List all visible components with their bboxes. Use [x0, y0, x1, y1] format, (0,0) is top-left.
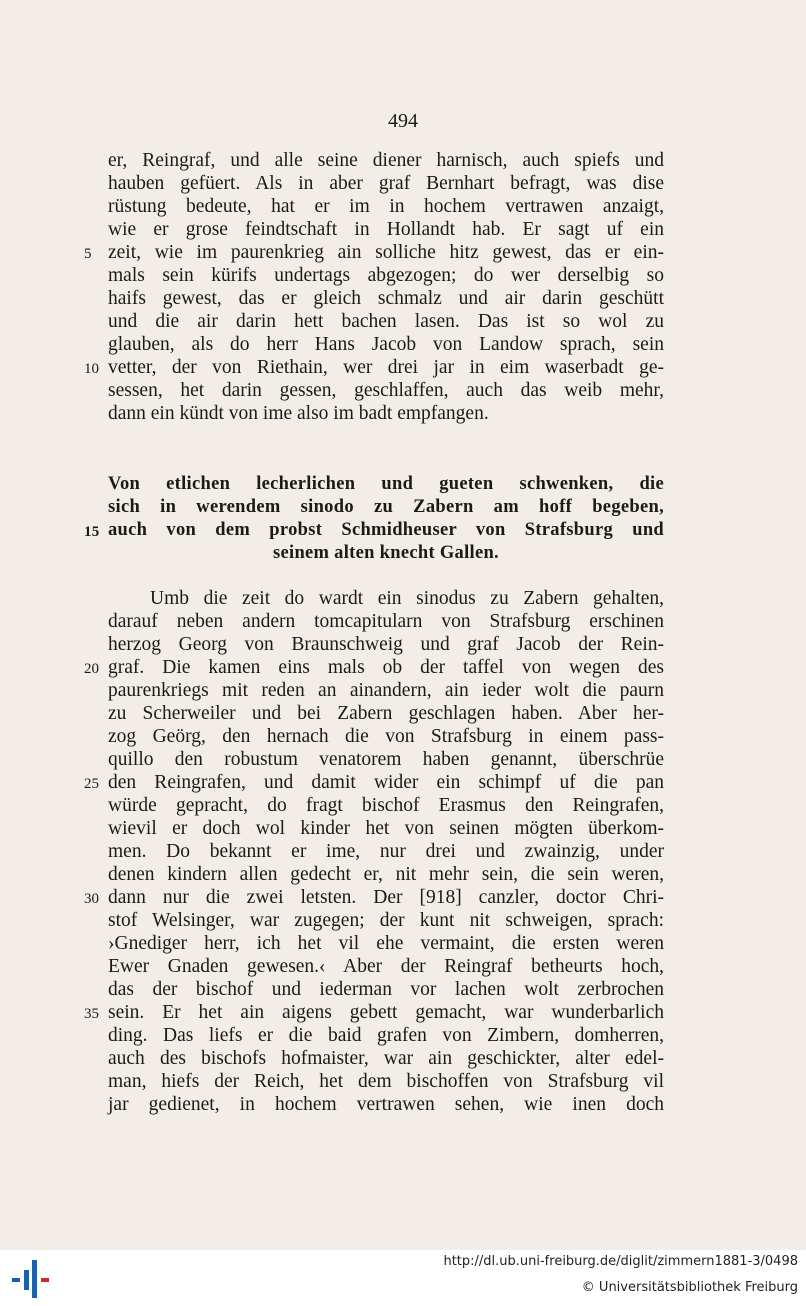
- library-logo-icon: [10, 1258, 54, 1298]
- line-text: sich in werendem sinodo zu Zabern am hoff begeben,: [108, 497, 664, 517]
- text-line: [108, 840, 664, 863]
- text-line: [108, 379, 664, 402]
- line-text: Von etlichen lecherlichen und gueten schwenken, die: [108, 474, 664, 494]
- line-number: 20: [84, 661, 99, 677]
- text-line: [108, 748, 664, 771]
- text-line: [84, 241, 664, 264]
- text-line: [84, 356, 664, 379]
- line-text: auch von dem probst Schmidheuser von Strafsburg und: [108, 520, 664, 540]
- line-text: zog Geörg, den hernach die von Strafsburg in einem pass-: [108, 726, 664, 747]
- text-line: [108, 195, 664, 218]
- copyright-notice: © Universitätsbibliothek Freiburg: [581, 1280, 798, 1295]
- line-number: 5: [84, 246, 92, 262]
- text-line: [108, 863, 664, 886]
- line-text: man, hiefs der Reich, het dem bischoffen von Strafsburg vil: [108, 1071, 664, 1092]
- text-line: [108, 1047, 664, 1070]
- text-line: [108, 909, 664, 932]
- line-text: das der bischof und iederman vor lachen wolt zerbrochen: [108, 979, 664, 1000]
- line-text: vetter, der von Riethain, wer drei jar in eim waserbadt ge-: [108, 357, 664, 378]
- line-number: 35: [84, 1006, 99, 1022]
- line-text: rüstung bedeute, hat er im in hochem vertrawen anzaigt,: [108, 196, 664, 217]
- line-text: sessen, het darin gessen, geschlaffen, auch das weib mehr,: [108, 380, 664, 401]
- text-line: [108, 794, 664, 817]
- text-line: [108, 264, 664, 287]
- text-line: [108, 679, 664, 702]
- text-line: [84, 771, 664, 794]
- line-text: denen kindern allen gedecht er, nit mehr sein, die sein weren,: [108, 864, 664, 885]
- text-line: [108, 287, 664, 310]
- line-text: jar gedienet, in hochem vertrawen sehen, wie inen doch: [108, 1094, 664, 1115]
- text-line: [84, 1001, 664, 1024]
- line-text: mals sein kürifs undertags abgezogen; do wer derselbig so: [108, 265, 664, 286]
- line-text: quillo den robustum venatorem haben genannt, überschrüe: [108, 749, 664, 770]
- text-line: [108, 587, 664, 610]
- text-line: [108, 333, 664, 356]
- line-number: 10: [84, 361, 99, 377]
- line-text: seinem alten knecht Gallen.: [273, 543, 499, 563]
- line-text: herzog Georg von Braunschweig und graf Jacob der Rein-: [108, 634, 664, 655]
- text-line: [84, 519, 664, 542]
- line-text: ›Gnediger herr, ich het vil ehe vermaint, die ersten weren: [108, 933, 664, 954]
- line-number: 15: [84, 524, 100, 540]
- line-text: und die air darin hett bachen lasen. Das ist so wol zu: [108, 311, 664, 332]
- line-text: dann nur die zwei letsten. Der [918] canzler, doctor Chri-: [108, 887, 664, 908]
- line-text: ding. Das liefs er die baid grafen von Zimbern, domherren,: [108, 1025, 664, 1046]
- text-line: [108, 172, 664, 195]
- text-line: [108, 725, 664, 748]
- line-text: hauben gefüert. Als in aber graf Bernhart befragt, was dise: [108, 173, 664, 194]
- source-url-link[interactable]: http://dl.ub.uni-freiburg.de/diglit/zimmern1881-3/0498: [443, 1254, 798, 1269]
- text-line: [108, 932, 664, 955]
- page-number: 494: [388, 110, 418, 132]
- text-line: [108, 402, 664, 425]
- text-line: [108, 633, 664, 656]
- line-text: Umb die zeit do wardt ein sinodus zu Zabern gehalten,: [150, 588, 664, 609]
- text-line: [108, 542, 664, 565]
- paragraph-1: [84, 149, 664, 425]
- line-text: paurenkriegs mit reden an ainandern, ain ieder wolt die paurn: [108, 680, 664, 701]
- text-line: [84, 886, 664, 909]
- text-line: [108, 702, 664, 725]
- line-text: auch des bischofs hofmaister, war ain geschickter, alter edel-: [108, 1048, 664, 1069]
- text-line: [108, 473, 664, 496]
- text-line: [84, 656, 664, 679]
- footer-bar: [0, 1250, 806, 1306]
- line-number: 25: [84, 776, 99, 792]
- line-text: stof Welsinger, war zugegen; der kunt nit schweigen, sprach:: [108, 910, 664, 931]
- line-text: zeit, wie im paurenkrieg ain solliche hitz gewest, das er ein-: [108, 242, 664, 263]
- text-line: [108, 218, 664, 241]
- line-text: dann ein kündt von ime also im badt empfangen.: [108, 403, 489, 424]
- line-text: zu Scherweiler und bei Zabern geschlagen haben. Aber her-: [108, 703, 664, 724]
- line-text: glauben, als do herr Hans Jacob von Landow sprach, sein: [108, 334, 664, 355]
- line-text: graf. Die kamen eins mals ob der taffel von wegen des: [108, 657, 664, 678]
- text-line: [108, 817, 664, 840]
- line-number: 30: [84, 891, 99, 907]
- line-text: darauf neben andern tomcapitularn von Strafsburg erschinen: [108, 611, 664, 632]
- text-line: [108, 1024, 664, 1047]
- line-text: den Reingrafen, und damit wider ein schimpf uf die pan: [108, 772, 664, 793]
- line-text: wievil er doch wol kinder het von seinen mögten überkom-: [108, 818, 664, 839]
- line-text: sein. Er het ain aigens gebett gemacht, war wunderbarlich: [108, 1002, 664, 1023]
- line-text: Ewer Gnaden gewesen.‹ Aber der Reingraf betheurts hoch,: [108, 956, 664, 977]
- text-line: [108, 310, 664, 333]
- line-text: wie er grose feindtschaft in Hollandt hab. Er sagt uf ein: [108, 219, 664, 240]
- text-line: [108, 149, 664, 172]
- paragraph-2: [84, 587, 664, 1116]
- text-line: [108, 1093, 664, 1116]
- text-line: [108, 955, 664, 978]
- text-line: [108, 610, 664, 633]
- line-text: würde gepracht, do fragt bischof Erasmus den Reingrafen,: [108, 795, 664, 816]
- text-line: [108, 496, 664, 519]
- line-text: haifs gewest, das er gleich schmalz und air darin geschütt: [108, 288, 664, 309]
- text-line: [108, 978, 664, 1001]
- section-heading: [84, 473, 664, 565]
- line-text: er, Reingraf, und alle seine diener harnisch, auch spiefs und: [108, 150, 664, 171]
- text-line: [108, 1070, 664, 1093]
- line-text: men. Do bekannt er ime, nur drei und zwainzig, under: [108, 841, 664, 862]
